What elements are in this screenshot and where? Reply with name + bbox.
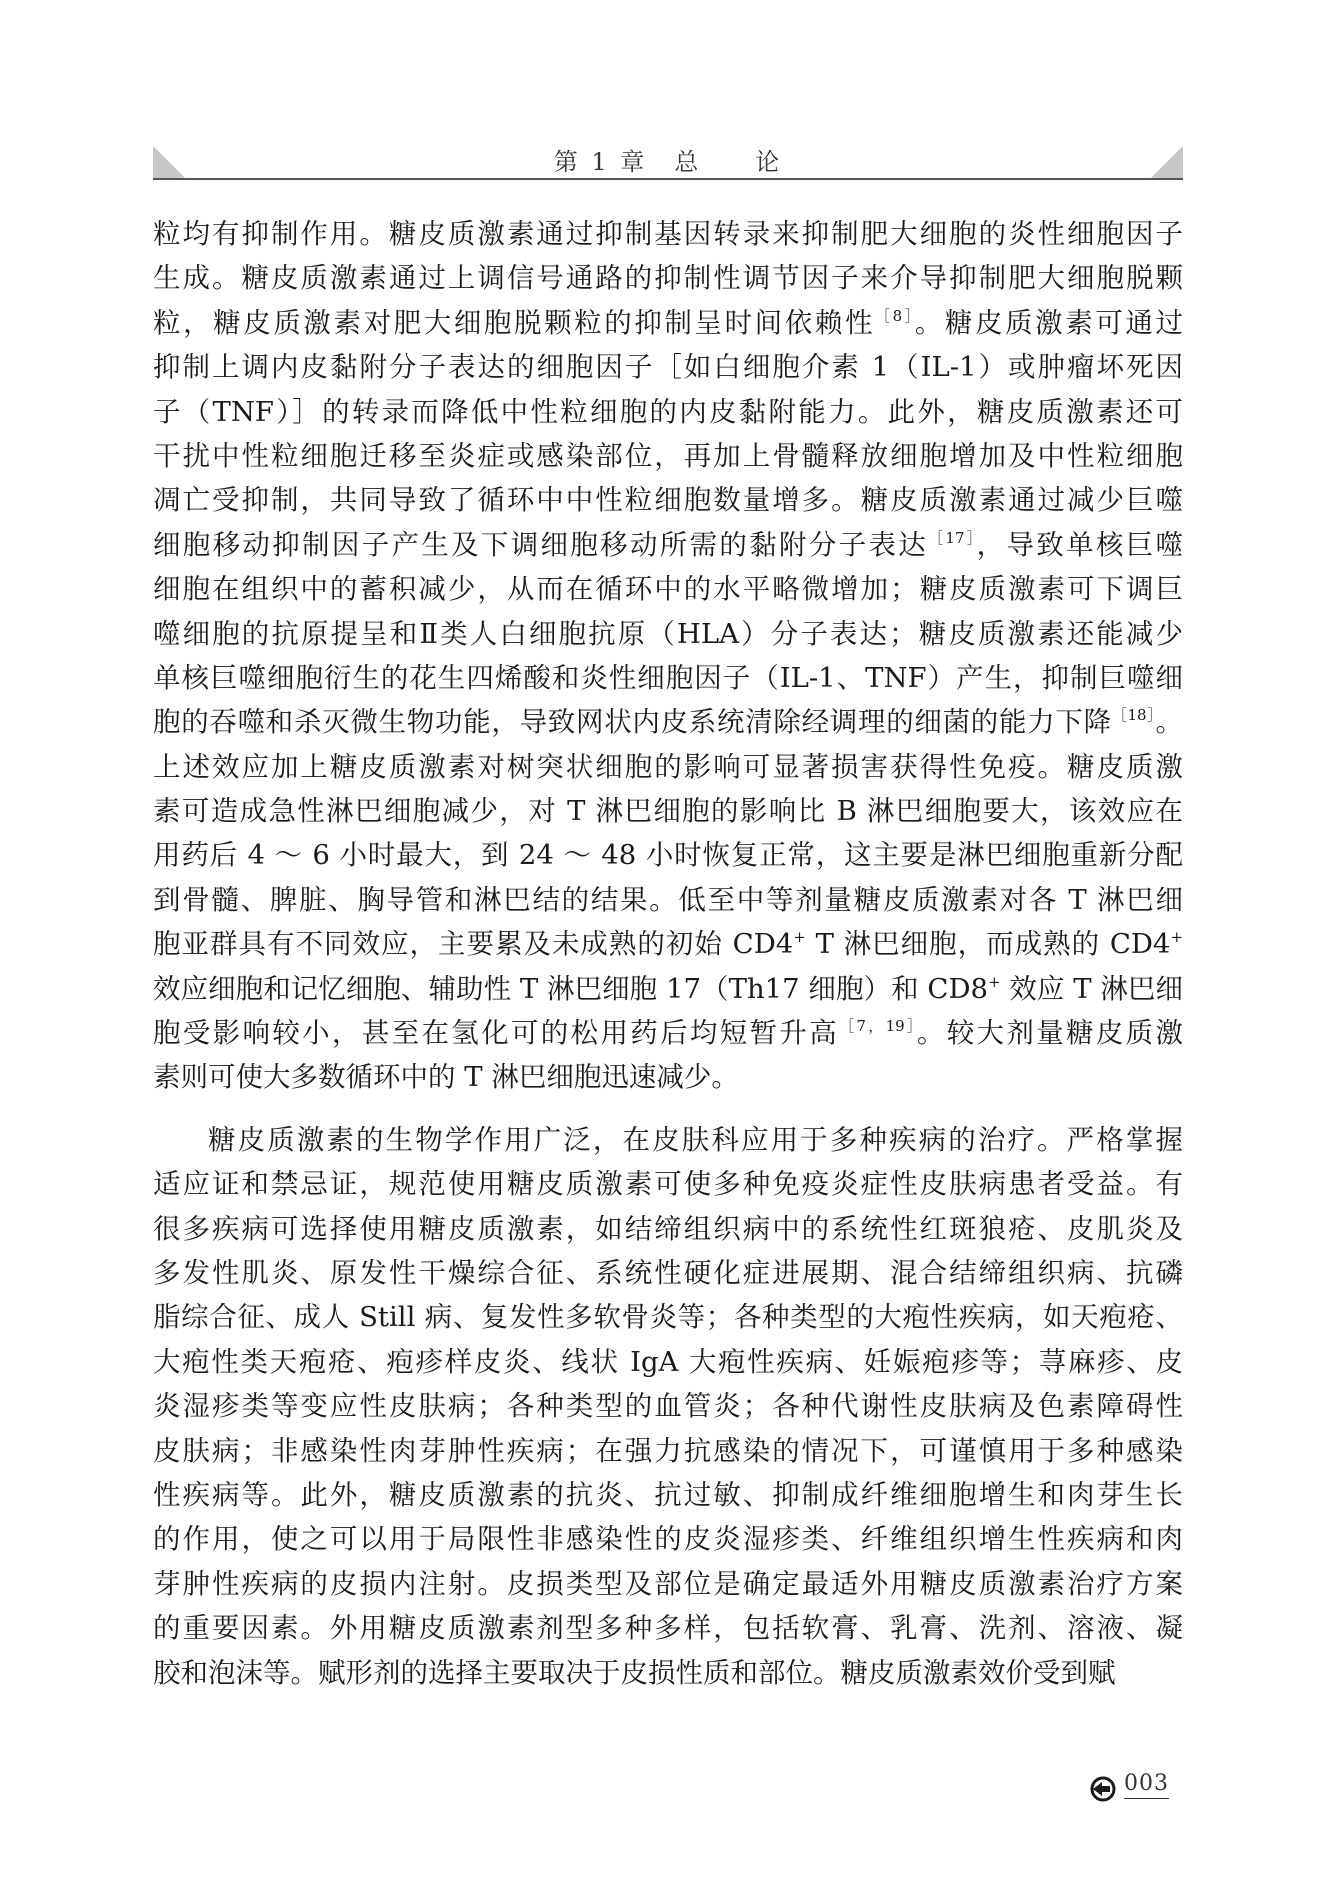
text-segment: 的重要因素。外用糖皮质激素剂型多种多样，包括软膏、乳膏、洗剂、溶液、凝 xyxy=(153,1612,1183,1645)
text-segment: 。 xyxy=(1155,706,1183,739)
text-line xyxy=(153,1118,1183,1162)
text-line xyxy=(153,1606,1183,1650)
page-arrow-icon xyxy=(1090,1776,1116,1802)
text-line xyxy=(153,434,1183,478)
text-line xyxy=(153,523,1183,567)
text-segment: 子（TNF）］的转录而降低中性粒细胞的内皮黏附能力。此外，糖皮质激素还可 xyxy=(153,395,1183,428)
text-segment: 胶和泡沫等。赋形剂的选择主要取决于皮损性质和部位。糖皮质激素效价受到赋 xyxy=(153,1656,1116,1689)
text-line xyxy=(153,1429,1183,1473)
text-line xyxy=(153,1384,1183,1428)
text-line xyxy=(153,745,1183,789)
text-line xyxy=(153,1055,1183,1099)
text-line xyxy=(153,1207,1183,1251)
text-segment: 适应证和禁忌证，规范使用糖皮质激素可使多种免疫炎症性皮肤病患者受益。有 xyxy=(153,1168,1183,1201)
text-segment: 噬细胞的抗原提呈和Ⅱ类人白细胞抗原（HLA）分子表达；糖皮质激素还能减少 xyxy=(153,617,1183,650)
text-line xyxy=(153,345,1183,389)
text-line xyxy=(153,1340,1183,1384)
text-segment: 胞亚群具有不同效应，主要累及未成熟的初始 CD4 xyxy=(153,928,794,961)
text-segment: 效应细胞和记忆细胞、辅助性 T 淋巴细胞 17（Th17 细胞）和 CD8 xyxy=(153,972,988,1005)
text-segment: 胞受影响较小，甚至在氢化可的松用药后均短暂升高 xyxy=(153,1017,840,1050)
text-line xyxy=(153,478,1183,522)
text-line xyxy=(153,922,1183,966)
text-segment: 生成。糖皮质激素通过上调信号通路的抑制性调节因子来介导抑制肥大细胞脱颗 xyxy=(153,262,1183,295)
text-segment: 大疱性类天疱疮、疱疹样皮炎、线状 IgA 大疱性疾病、妊娠疱疹等；荨麻疹、皮 xyxy=(153,1345,1183,1378)
running-header xyxy=(153,140,1183,180)
text-segment: 单核巨噬细胞衍生的花生四烯酸和炎性细胞因子（IL-1、TNF）产生，抑制巨噬细 xyxy=(153,661,1183,694)
text-line xyxy=(153,1162,1183,1206)
text-line xyxy=(153,700,1183,744)
text-segment: 的作用，使之可以用于局限性非感染性的皮炎湿疹类、纤维组织增生性疾病和肉 xyxy=(153,1523,1183,1556)
text-segment: 性疾病等。此外，糖皮质激素的抗炎、抗过敏、抑制成纤维细胞增生和肉芽生长 xyxy=(153,1478,1183,1511)
text-segment: 。较大剂量糖皮质激 xyxy=(916,1017,1183,1050)
text-segment: 很多疾病可选择使用糖皮质激素，如结缔组织病中的系统性红斑狼疮、皮肌炎及 xyxy=(153,1212,1183,1245)
text-line xyxy=(153,1251,1183,1295)
text-segment: T 淋巴细胞，而成熟的 CD4 xyxy=(805,928,1171,961)
text-segment: 粒均有抑制作用。糖皮质激素通过抑制基因转录来抑制肥大细胞的炎性细胞因子 xyxy=(153,218,1183,250)
text-line xyxy=(153,390,1183,434)
text-line xyxy=(153,1562,1183,1606)
text-segment: 干扰中性粒细胞迁移至炎症或感染部位，再加上骨髓释放细胞增加及中性粒细胞 xyxy=(153,439,1183,472)
text-line xyxy=(153,967,1183,1011)
text-line xyxy=(153,567,1183,611)
superscript: ［8］ xyxy=(875,306,915,325)
text-segment: 凋亡受抑制，共同导致了循环中中性粒细胞数量增多。糖皮质激素通过减少巨噬 xyxy=(153,484,1183,517)
text-segment: 炎湿疹类等变应性皮肤病；各种类型的血管炎；各种代谢性皮肤病及色素障碍性 xyxy=(153,1390,1183,1423)
text-line xyxy=(153,1517,1183,1561)
page-footer xyxy=(1090,1770,1190,1806)
text-line xyxy=(153,833,1183,877)
text-line xyxy=(153,789,1183,833)
superscript: + xyxy=(1170,928,1183,947)
text-segment: 效应 T 淋巴细 xyxy=(1000,972,1183,1005)
superscript: ［17］ xyxy=(928,528,977,547)
page-number: 003 xyxy=(1124,1771,1169,1799)
text-line xyxy=(153,212,1183,256)
text-line xyxy=(153,1295,1183,1339)
superscript: + xyxy=(988,972,1001,991)
text-segment: 芽肿性疾病的皮损内注射。皮损类型及部位是确定最适外用糖皮质激素治疗方案 xyxy=(153,1567,1183,1600)
text-segment: 多发性肌炎、原发性干燥综合征、系统性硬化症进展期、混合结缔组织病、抗磷 xyxy=(153,1256,1183,1289)
text-segment: ，导致单核巨噬 xyxy=(976,528,1183,561)
text-segment: 用药后 4 ～ 6 小时最大，到 24 ～ 48 小时恢复正常，这主要是淋巴细胞重新分配 xyxy=(153,839,1183,872)
text-segment: 细胞移动抑制因子产生及下调细胞移动所需的黏附分子表达 xyxy=(153,528,929,561)
text-segment: 素则可使大多数循环中的 T 淋巴细胞迅速减少。 xyxy=(153,1061,739,1094)
text-segment: 糖皮质激素的生物学作用广泛，在皮肤科应用于多种疾病的治疗。严格掌握 xyxy=(208,1123,1183,1156)
text-line xyxy=(153,1011,1183,1055)
superscript: + xyxy=(793,928,806,947)
text-line xyxy=(153,301,1183,345)
text-line xyxy=(153,256,1183,300)
text-segment: 细胞在组织中的蓄积减少，从而在循环中的水平略微增加；糖皮质激素可下调巨 xyxy=(153,573,1183,606)
text-segment: 脂综合征、成人 Still 病、复发性多软骨炎等；各种类型的大疱性疾病，如天疱疮、 xyxy=(153,1301,1183,1334)
chapter-title: 第 1 章 总 论 xyxy=(553,148,783,176)
text-line xyxy=(153,1651,1183,1695)
text-segment: 上述效应加上糖皮质激素对树突状细胞的影响可显著损害获得性免疫。糖皮质激 xyxy=(153,750,1183,783)
text-segment: 皮肤病；非感染性肉芽肿性疾病；在强力抗感染的情况下，可谨慎用于多种感染 xyxy=(153,1434,1183,1467)
superscript: ［7，19］ xyxy=(839,1017,917,1036)
text-line xyxy=(153,1473,1183,1517)
text-segment: 抑制上调内皮黏附分子表达的细胞因子［如白细胞介素 1（IL-1）或肿瘤坏死因 xyxy=(153,351,1183,384)
text-line xyxy=(153,612,1183,656)
text-segment: 粒，糖皮质激素对肥大细胞脱颗粒的抑制呈时间依赖性 xyxy=(153,306,876,339)
text-line xyxy=(153,878,1183,922)
superscript: ［18］ xyxy=(1111,706,1156,725)
text-segment: 到骨髓、脾脏、胸导管和淋巴结的结果。低至中等剂量糖皮质激素对各 T 淋巴细 xyxy=(153,883,1183,916)
body-text xyxy=(153,212,1183,1695)
header-rule xyxy=(153,178,1183,180)
text-segment: 。糖皮质激素可通过 xyxy=(914,306,1183,339)
text-segment: 胞的吞噬和杀灭微生物功能，导致网状内皮系统清除经调理的细菌的能力下降 xyxy=(153,706,1112,739)
text-segment: 素可造成急性淋巴细胞减少，对 T 淋巴细胞的影响比 B 淋巴细胞要大，该效应在 xyxy=(153,795,1183,828)
text-line xyxy=(153,656,1183,700)
